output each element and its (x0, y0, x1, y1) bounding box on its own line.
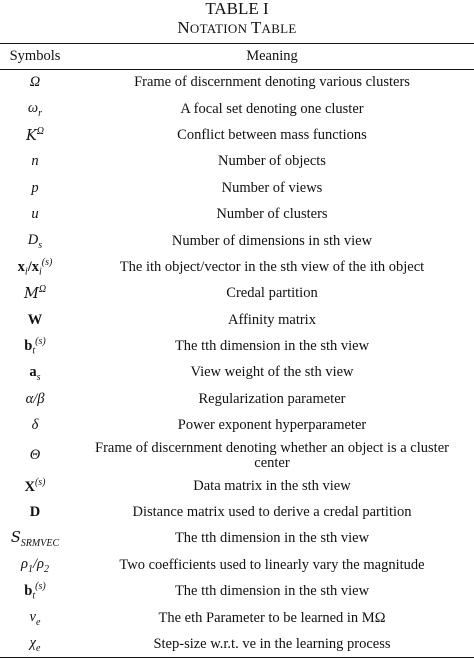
symbol-cell (0, 605, 70, 631)
header-symbols: Symbols (0, 44, 70, 70)
table-row (0, 281, 474, 307)
meaning-cell: Frame of discernment denoting various clusters (134, 74, 410, 91)
table-row (0, 631, 474, 657)
title-rest-2: ABLE (261, 21, 297, 36)
symbol-cell (0, 96, 70, 122)
symbol-cell (0, 552, 70, 578)
meaning-cell: The tth dimension in the sth view (174, 338, 370, 355)
table-row (0, 201, 474, 227)
table-caption (0, 0, 474, 39)
meaning-cell: Regularization parameter (198, 390, 346, 407)
meaning-cell: Step-size w.r.t. ve in the learning process (70, 631, 474, 657)
symbol-main: S (10, 529, 21, 546)
symbol-subscript: s (38, 239, 43, 251)
symbol-cell (0, 499, 70, 525)
symbol-cell (0, 254, 70, 280)
symbol-cell (0, 526, 70, 552)
symbol-cell (0, 333, 70, 359)
symbol-subscript: t (32, 591, 36, 603)
meaning-cell: Affinity matrix (228, 311, 316, 328)
symbol-main: Θ (29, 447, 41, 464)
meaning-cell: Number of objects (218, 153, 326, 170)
meaning-cell: Conflict between mass functions (177, 126, 367, 143)
symbol-cell (0, 175, 70, 201)
symbol-main: δ (31, 417, 39, 434)
symbol-main: a (29, 363, 37, 380)
table-row (0, 228, 474, 254)
notation-table (0, 43, 474, 658)
symbol-cell (0, 413, 70, 439)
symbol-cell (0, 360, 70, 386)
table-row (0, 254, 474, 280)
symbol-cell (0, 439, 70, 473)
symbol-tail-subscript: 2 (43, 563, 49, 575)
table-row (0, 579, 474, 605)
meaning-cell: A focal set denoting one cluster (180, 100, 364, 117)
symbol-subscript: i (24, 266, 28, 278)
meaning-cell: Frame of discernment denoting whether an object is a cluster center (95, 439, 449, 471)
symbol-cell (0, 201, 70, 227)
table-row (0, 175, 474, 201)
symbol-cell (0, 307, 70, 333)
symbol-main: M (23, 286, 39, 303)
symbol-superscript: Ω (36, 126, 45, 138)
symbol-tail-superscript: (s) (41, 257, 53, 269)
table-row (0, 96, 474, 122)
symbol-main: ω (27, 99, 39, 116)
meaning-cell: Number of views (221, 179, 323, 196)
symbol-cell (0, 122, 70, 148)
symbol-cell (0, 473, 70, 499)
symbol-tail: /x (27, 258, 39, 275)
table-row (0, 499, 474, 525)
symbol-main: W (27, 311, 43, 328)
symbol-subscript: e (35, 616, 41, 628)
table-row (0, 333, 474, 359)
symbol-main: D (27, 231, 39, 248)
symbol-cell (0, 70, 70, 96)
symbol-superscript: Ω (38, 284, 47, 296)
symbol-cell (0, 149, 70, 175)
table-row (0, 149, 474, 175)
symbol-subscript: SRMVEC (20, 537, 60, 549)
symbol-tail: /ρ (32, 555, 44, 572)
meaning-cell: Power exponent hyperparameter (177, 417, 367, 434)
symbol-subscript: r (38, 107, 43, 119)
symbol-superscript: (s) (34, 476, 46, 488)
symbol-main: v (29, 608, 36, 625)
symbol-main: u (31, 206, 39, 223)
table-row (0, 70, 474, 96)
table-row (0, 552, 474, 578)
symbol-subscript: s (36, 371, 41, 383)
symbol-main: α/β (25, 390, 45, 407)
table-row (0, 439, 474, 473)
meaning-cell: Two coefficients used to linearly vary the magnitude (119, 556, 425, 573)
meaning-cell: Number of dimensions in sth view (171, 232, 373, 249)
table-title (0, 19, 474, 39)
meaning-cell: View weight of the sth view (190, 364, 354, 381)
title-initial-1: N (177, 18, 190, 37)
meaning-cell: Number of clusters (216, 206, 328, 223)
header-meaning: Meaning (70, 44, 474, 70)
meaning-cell: Data matrix in the sth view (193, 477, 351, 494)
meaning-cell: The eth Parameter to be learned in MΩ (158, 609, 386, 626)
symbol-main: b (24, 583, 33, 600)
table-row (0, 605, 474, 631)
header-row (0, 44, 474, 70)
symbol-main: x (17, 258, 25, 275)
symbol-cell (0, 228, 70, 254)
symbol-tail-subscript: i (38, 266, 42, 278)
symbol-main: n (31, 153, 39, 170)
symbol-cell (0, 631, 70, 657)
symbol-main: b (24, 338, 33, 355)
symbol-main: χ (29, 634, 36, 651)
table-row (0, 360, 474, 386)
symbol-cell (0, 386, 70, 412)
symbol-superscript: (s) (35, 581, 46, 593)
title-rest-1: OTATION (189, 21, 251, 36)
symbol-main: X (24, 478, 35, 495)
table-row (0, 413, 474, 439)
table-row (0, 307, 474, 333)
table-row (0, 473, 474, 499)
symbol-main: K (25, 127, 37, 144)
symbol-main: ρ (21, 555, 28, 572)
table-number: TABLE I (205, 0, 269, 18)
meaning-cell: The tth dimension in the sth view (174, 583, 370, 600)
symbol-main: p (31, 179, 39, 196)
table-row (0, 386, 474, 412)
symbol-main: Ω (29, 74, 41, 91)
symbol-cell (0, 579, 70, 605)
symbol-subscript: 1 (27, 563, 33, 575)
table-row (0, 526, 474, 552)
symbol-superscript: (s) (35, 336, 46, 348)
table-row (0, 122, 474, 148)
symbol-subscript: t (32, 345, 36, 357)
meaning-cell: Credal partition (226, 285, 318, 302)
symbol-subscript: e (35, 642, 41, 654)
meaning-cell: Distance matrix used to derive a credal partition (132, 504, 412, 521)
meaning-cell: The tth dimension in the sth view (174, 530, 370, 547)
meaning-cell: The ith object/vector in the sth view of the ith object (119, 258, 425, 275)
symbol-main: D (29, 504, 41, 521)
symbol-cell (0, 281, 70, 307)
title-initial-2: T (250, 18, 262, 37)
